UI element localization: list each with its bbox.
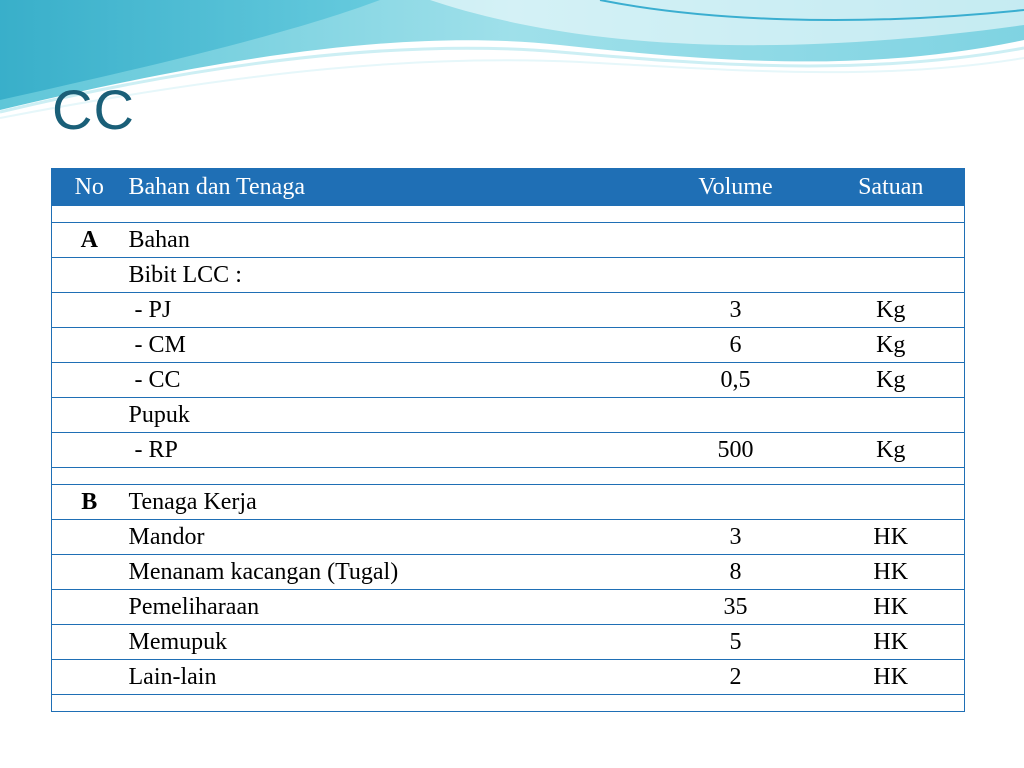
row-no — [52, 660, 127, 695]
header-bahan: Bahan dan Tenaga — [127, 169, 654, 206]
row-satuan — [818, 398, 965, 433]
table-row — [52, 328, 965, 363]
row-volume: 8 — [654, 555, 818, 590]
row-satuan: Kg — [818, 293, 965, 328]
row-satuan: HK — [818, 625, 965, 660]
row-volume — [654, 485, 818, 520]
row-item: - PJ — [127, 293, 654, 328]
row-item: Mandor — [127, 520, 654, 555]
row-item: - CC — [127, 363, 654, 398]
row-satuan: HK — [818, 660, 965, 695]
row-no — [52, 293, 127, 328]
row-satuan — [818, 258, 965, 293]
row-item: Tenaga Kerja — [127, 485, 654, 520]
table-row — [52, 398, 965, 433]
row-satuan: HK — [818, 590, 965, 625]
row-no — [52, 433, 127, 468]
row-item: - CM — [127, 328, 654, 363]
row-no — [52, 555, 127, 590]
row-item: Bahan — [127, 223, 654, 258]
row-volume — [654, 223, 818, 258]
slide-title: CC — [52, 78, 135, 141]
table-row — [52, 363, 965, 398]
row-no — [52, 328, 127, 363]
table-row — [52, 520, 965, 555]
table-row — [52, 590, 965, 625]
row-item: Menanam kacangan (Tugal) — [127, 555, 654, 590]
row-item: Bibit LCC : — [127, 258, 654, 293]
row-volume — [654, 258, 818, 293]
row-item: Pupuk — [127, 398, 654, 433]
table-row — [52, 433, 965, 468]
row-volume: 0,5 — [654, 363, 818, 398]
row-no — [52, 398, 127, 433]
row-no — [52, 625, 127, 660]
table-row — [52, 555, 965, 590]
row-no: B — [52, 485, 127, 520]
row-satuan: HK — [818, 555, 965, 590]
row-volume: 35 — [654, 590, 818, 625]
row-volume — [654, 398, 818, 433]
table-row — [52, 625, 965, 660]
header-no: No — [52, 169, 127, 206]
row-satuan: Kg — [818, 363, 965, 398]
header-satuan: Satuan — [818, 169, 965, 206]
table-row — [52, 223, 965, 258]
row-no — [52, 590, 127, 625]
row-item: Memupuk — [127, 625, 654, 660]
row-satuan: Kg — [818, 328, 965, 363]
table-header-row — [52, 169, 965, 206]
table-row — [52, 293, 965, 328]
row-no — [52, 520, 127, 555]
table-spacer-row — [52, 206, 965, 223]
row-volume: 500 — [654, 433, 818, 468]
row-satuan: HK — [818, 520, 965, 555]
table-row — [52, 485, 965, 520]
row-volume: 5 — [654, 625, 818, 660]
row-no — [52, 258, 127, 293]
row-volume: 3 — [654, 293, 818, 328]
row-volume: 6 — [654, 328, 818, 363]
table-spacer-row — [52, 695, 965, 712]
decorative-wave-banner — [0, 0, 1024, 130]
row-satuan — [818, 223, 965, 258]
row-item: - RP — [127, 433, 654, 468]
materials-table — [51, 168, 965, 712]
row-satuan — [818, 485, 965, 520]
row-satuan: Kg — [818, 433, 965, 468]
table-row — [52, 660, 965, 695]
table-spacer-row — [52, 468, 965, 485]
row-item: Lain-lain — [127, 660, 654, 695]
row-volume: 2 — [654, 660, 818, 695]
row-no: A — [52, 223, 127, 258]
header-volume: Volume — [654, 169, 818, 206]
row-item: Pemeliharaan — [127, 590, 654, 625]
row-volume: 3 — [654, 520, 818, 555]
row-no — [52, 363, 127, 398]
table-row — [52, 258, 965, 293]
